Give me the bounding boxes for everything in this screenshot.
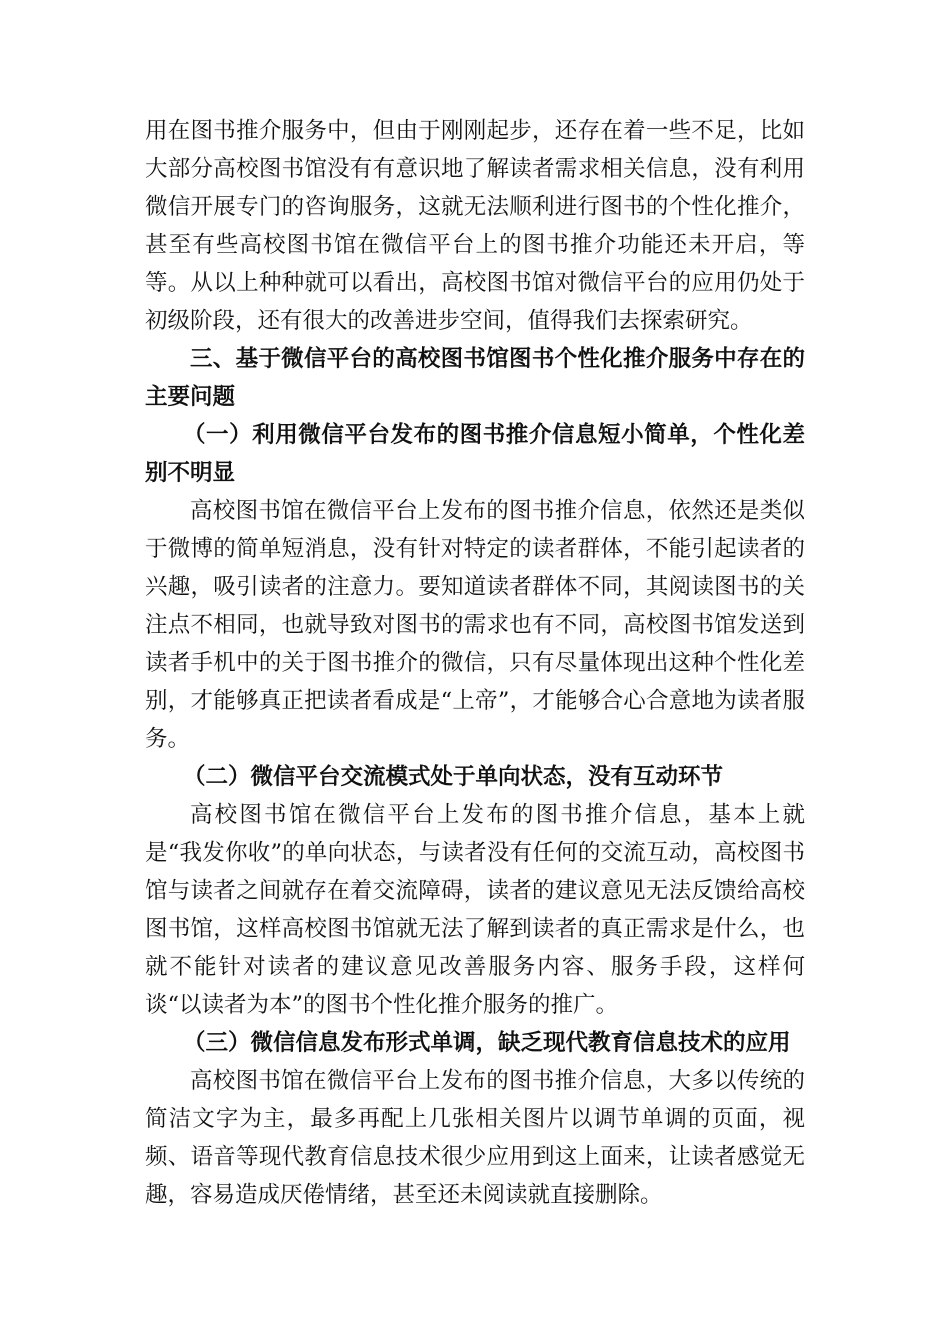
paragraph-subsection-2: 高校图书馆在微信平台上发布的图书推介信息，基本上就是“我发你收”的单向状态，与读者没有任何的交流互动，高校图书馆与读者之间就存在着交流障碍，读者的建议意见无法反馈给高校图书馆，这样高校图书馆就无法了解到读者的真正需求是什么，也就不能针对读者的建议意见改善服务内容、服务手段，这样何谈“以读者为本”的图书个性化推介服务的推广。 (145, 802, 805, 1018)
subsection-heading-1: （一）利用微信平台发布的图书推介信息短小简单，个性化差别不明显 (145, 422, 805, 486)
subsection-heading-3: （三）微信信息发布形式单调，缺乏现代教育信息技术的应用 (183, 1030, 791, 1056)
paragraph-subsection-1: 高校图书馆在微信平台上发布的图书推介信息，依然还是类似于微博的简单短消息，没有针对特定的读者群体，不能引起读者的兴趣，吸引读者的注意力。要知道读者群体不同，其阅读图书的关注点不相同，也就导致对图书的需求也有不同，高校图书馆发送到读者手机中的关于图书推介的微信，只有尽量体现出这种个性化差别，才能够真正把读者看成是“上帝”，才能够合心合意地为读者服务。 (145, 498, 805, 752)
subsection-heading-2: （二）微信平台交流模式处于单向状态，没有互动环节 (183, 764, 724, 790)
section-heading-3: 三、基于微信平台的高校图书馆图书个性化推介服务中存在的主要问题 (145, 346, 805, 410)
paragraph-intro-continuation: 用在图书推介服务中，但由于刚刚起步，还存在着一些不足，比如大部分高校图书馆没有有意识地了解读者需求相关信息，没有利用微信开展专门的咨询服务，这就无法顺利进行图书的个性化推介，甚至有些高校图书馆在微信平台上的图书推介功能还未开启，等等。从以上种种就可以看出，高校图书馆对微信平台的应用仍处于初级阶段，还有很大的改善进步空间，值得我们去探索研究。 (145, 118, 805, 334)
paragraph-subsection-3: 高校图书馆在微信平台上发布的图书推介信息，大多以传统的简洁文字为主，最多再配上几张相关图片以调节单调的页面，视频、语音等现代教育信息技术很少应用到这上面来，让读者感觉无趣，容易造成厌倦情绪，甚至还未阅读就直接删除。 (145, 1068, 805, 1208)
document-body (145, 112, 805, 1214)
